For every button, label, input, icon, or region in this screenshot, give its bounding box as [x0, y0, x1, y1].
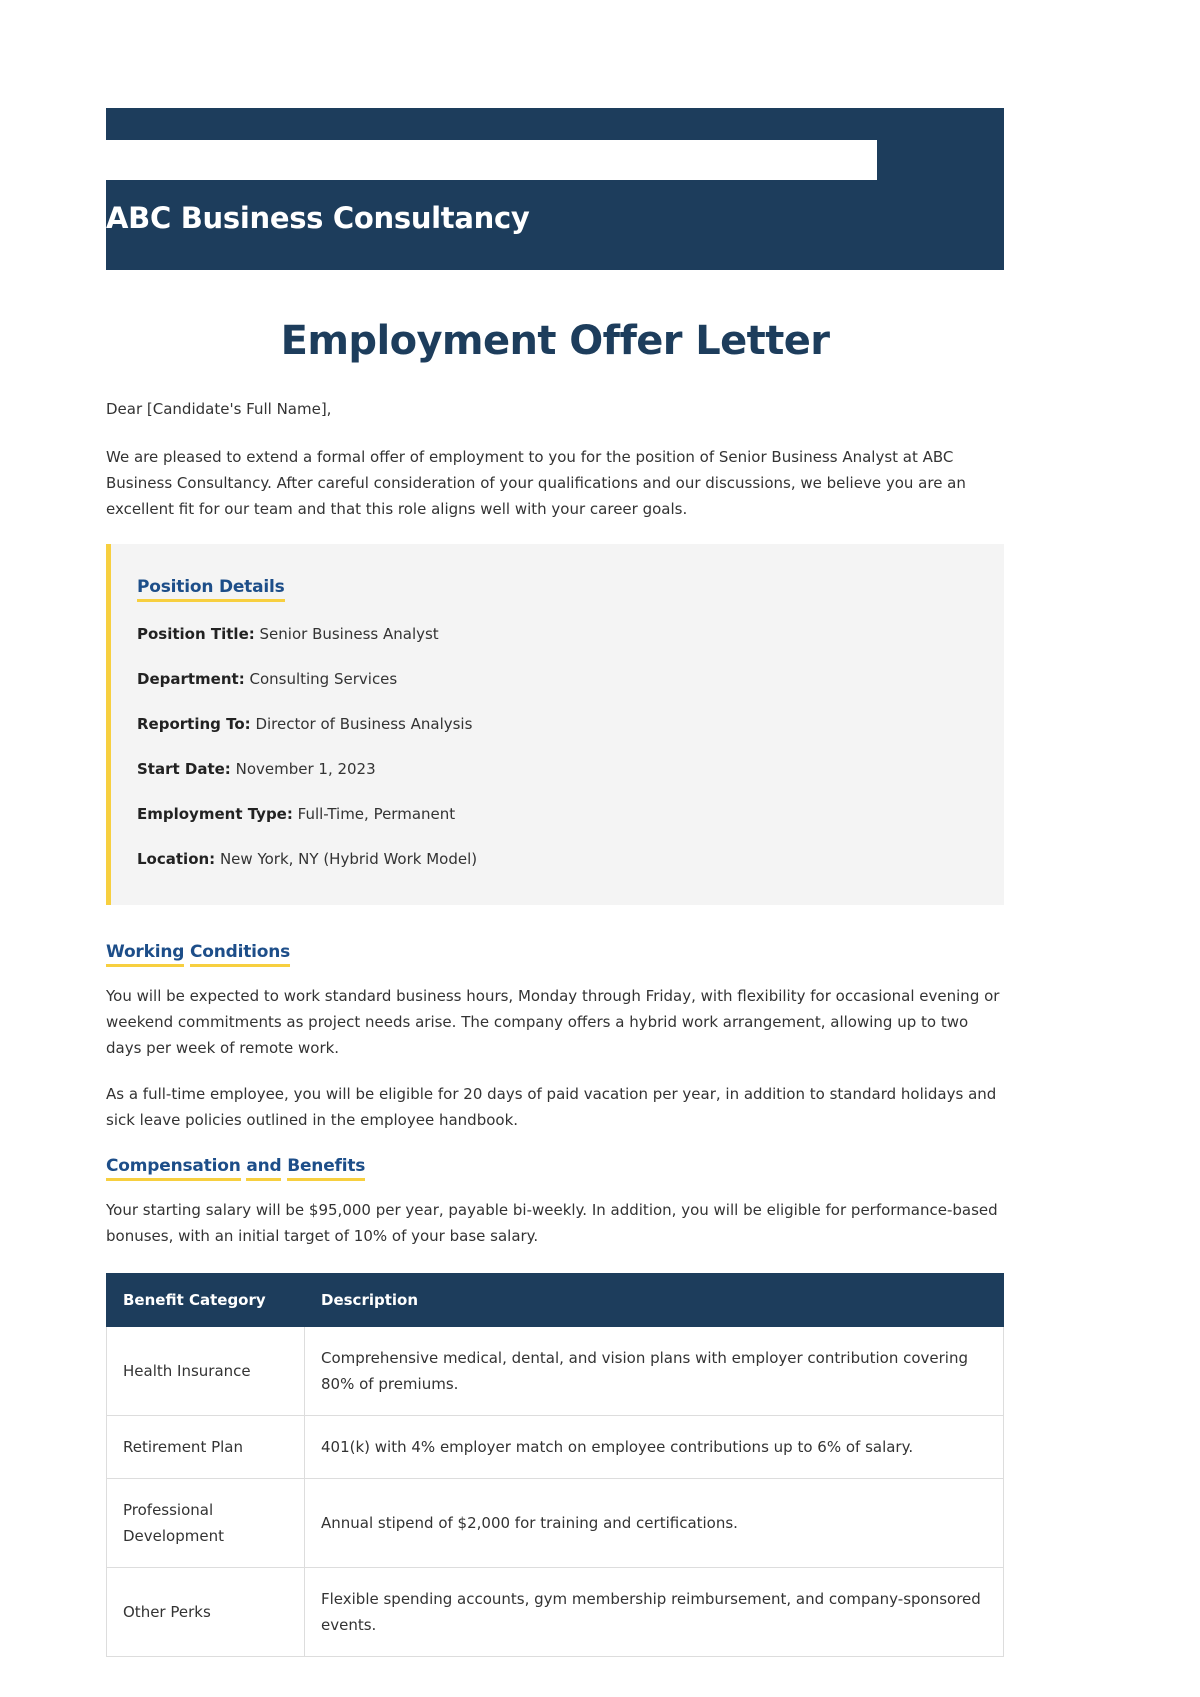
detail-label: Employment Type:: [137, 805, 293, 823]
working-conditions-paragraph-1: You will be expected to work standard business hours, Monday through Friday, with flexibility for occasional evening or weekend commitments as project needs arise. The company offers a hybrid work arrangement, allowing up to two days per week of remote work.: [106, 987, 1000, 1057]
company-address-block: [860, 160, 1200, 211]
detail-row-reporting-to: [137, 712, 978, 736]
detail-label: Location:: [137, 850, 216, 868]
column-header-benefit-category: Benefit Category: [107, 1274, 305, 1327]
detail-label: Department:: [137, 670, 245, 688]
detail-value: New York, NY (Hybrid Work Model): [219, 850, 478, 868]
cell-description: Flexible spending accounts, gym membership reimbursement, and company-sponsored events.: [305, 1568, 1004, 1657]
heading-word: Benefits: [287, 1156, 365, 1181]
cell-benefit-category: Other Perks: [107, 1568, 305, 1657]
cell-benefit-category: Retirement Plan: [107, 1416, 305, 1479]
heading-word: Working: [106, 942, 184, 967]
address-line-street: 123 Corporate Drive: [1072, 161, 1200, 176]
detail-value: Consulting Services: [249, 670, 398, 688]
detail-label: Start Date:: [137, 760, 231, 778]
cell-description: Comprehensive medical, dental, and vision plans with employer contribution covering 80% of premiums.: [305, 1327, 1004, 1416]
working-conditions-paragraph-2: As a full-time employee, you will be eligible for 20 days of paid vacation per year, in addition to standard holidays and sick leave policies outlined in the employee handbook.: [106, 1085, 997, 1129]
detail-label: Position Title:: [137, 625, 255, 643]
detail-value: Director of Business Analysis: [255, 715, 473, 733]
detail-label: Reporting To:: [137, 715, 251, 733]
position-details-heading-text: Position Details: [137, 577, 285, 602]
benefits-table-head: [107, 1274, 1004, 1327]
table-row: [107, 1327, 1004, 1416]
detail-row-start-date: [137, 757, 978, 781]
position-details-heading: [137, 574, 978, 600]
letterhead-white-notch: [106, 140, 877, 180]
table-row: [107, 1479, 1004, 1568]
detail-row-location: [137, 847, 978, 871]
compensation-paragraph: Your starting salary will be $95,000 per year, payable bi-weekly. In addition, you will be eligible for performance-based bonuses, with an initial target of 10% of your base salary.: [106, 1201, 998, 1245]
detail-value: Full-Time, Permanent: [297, 805, 456, 823]
table-row: [107, 1416, 1004, 1479]
letter-date: October 15, 2023: [1090, 195, 1200, 210]
working-conditions-heading: [106, 939, 1004, 965]
salutation: Dear [Candidate's Full Name],: [106, 400, 332, 418]
cell-description: Annual stipend of $2,000 for training and certifications.: [305, 1479, 1004, 1568]
cell-benefit-category: Professional Development: [107, 1479, 305, 1568]
cell-description: 401(k) with 4% employer match on employee contributions up to 6% of salary.: [305, 1416, 1004, 1479]
intro-paragraph: We are pleased to extend a formal offer of employment to you for the position of Senior Business Analyst at ABC Business Consultancy. After careful consideration of your qualifications and our discussions, we believe you are an excellent fit for our team and that this role aligns well with your career goals.: [106, 448, 966, 518]
heading-word: Conditions: [190, 942, 290, 967]
benefits-table-header-row: [107, 1274, 1004, 1327]
compensation-heading: [106, 1153, 1004, 1179]
detail-row-position-title: [137, 622, 978, 646]
detail-value: November 1, 2023: [235, 760, 376, 778]
benefits-table-body: [107, 1327, 1004, 1657]
detail-row-employment-type: [137, 802, 978, 826]
table-row: [107, 1568, 1004, 1657]
heading-word: Compensation: [106, 1156, 241, 1181]
column-header-description: Description: [305, 1274, 1004, 1327]
detail-row-department: [137, 667, 978, 691]
cell-benefit-category: Health Insurance: [107, 1327, 305, 1416]
letter-body: [106, 396, 1004, 1657]
company-name: ABC Business Consultancy: [106, 201, 530, 235]
address-line-city: New York, NY 10001: [1074, 178, 1200, 193]
detail-value: Senior Business Analyst: [259, 625, 439, 643]
heading-word: and: [246, 1156, 281, 1181]
benefits-table: [106, 1273, 1004, 1657]
document-title: Employment Offer Letter: [280, 318, 830, 364]
position-details-panel: [106, 544, 1004, 905]
